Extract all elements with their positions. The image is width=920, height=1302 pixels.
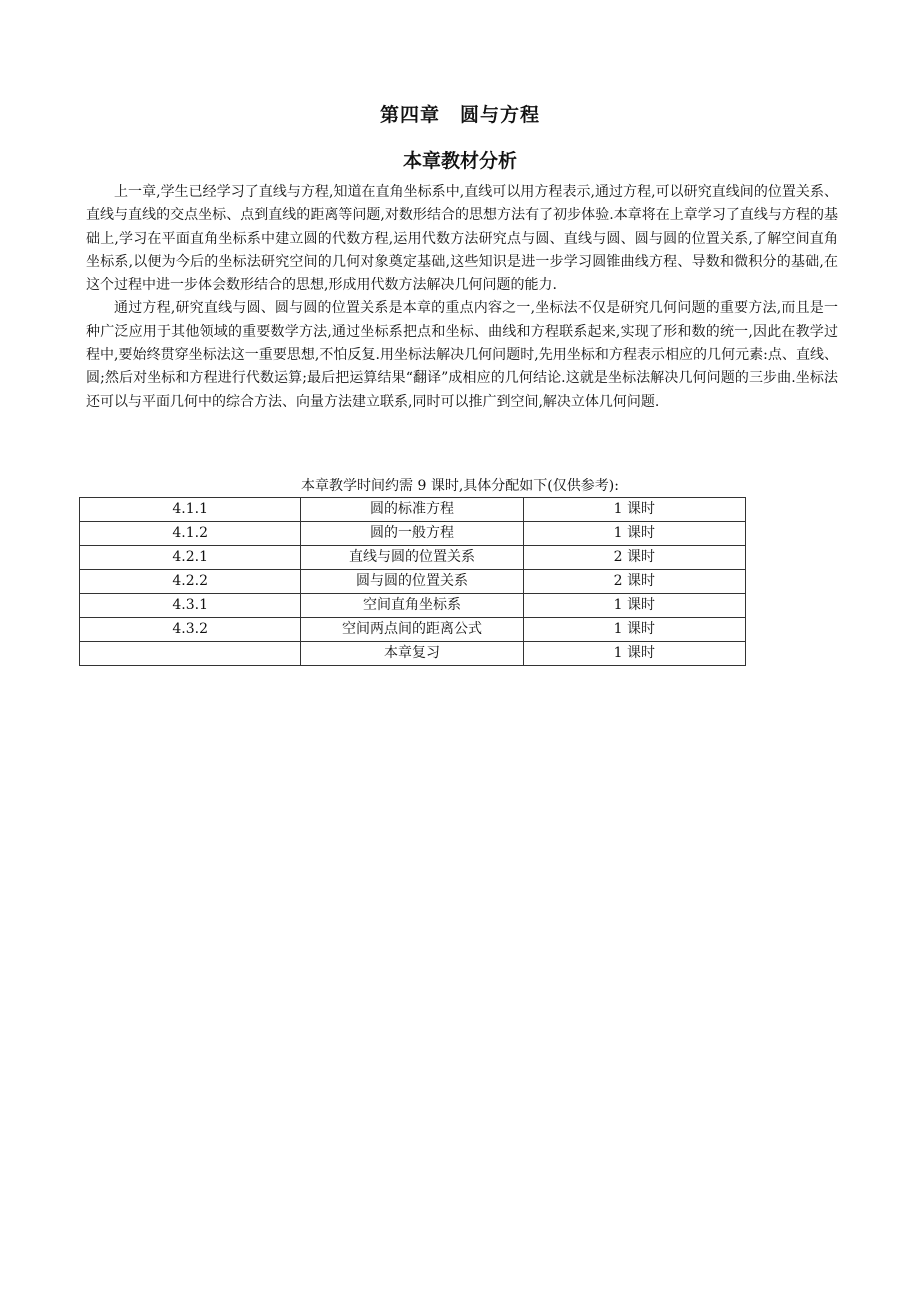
hours-cell: 1 课时 [523, 618, 745, 642]
topic-cell: 直线与圆的位置关系 [301, 546, 523, 570]
hours-cell: 1 课时 [523, 642, 745, 666]
hours-cell: 1 课时 [523, 522, 745, 546]
section-number-cell: 4.3.1 [80, 594, 301, 618]
body-text [86, 181, 838, 414]
table-caption: 本章教学时间约需 9 课时,具体分配如下(仅供参考): [301, 478, 619, 494]
table-row [80, 522, 746, 546]
table-row [80, 618, 746, 642]
topic-cell: 圆的一般方程 [301, 522, 523, 546]
section-title: 本章教材分析 [402, 150, 517, 172]
section-number-cell: 4.2.2 [80, 570, 301, 594]
hours-cell: 1 课时 [523, 498, 745, 522]
section-number-cell [80, 642, 301, 666]
table-row [80, 594, 746, 618]
section-number-cell: 4.3.2 [80, 618, 301, 642]
topic-cell: 圆与圆的位置关系 [301, 570, 523, 594]
section-number-cell: 4.2.1 [80, 546, 301, 570]
table-row [80, 642, 746, 666]
hours-cell: 2 课时 [523, 546, 745, 570]
chapter-title: 第四章 圆与方程 [379, 104, 540, 126]
paragraph-1: 上一章,学生已经学习了直线与方程,知道在直角坐标系中,直线可以用方程表示,通过方程,可以研究直线间的位置关系、直线与直线的交点坐标、点到直线的距离等问题,对数形结合的思想方法有了初步体验.本章将在上章学习了直线与方程的基础上,学习在平面直角坐标系中建立圆的代数方程,运用代数方法研究点与圆、直线与圆、圆与圆的位置关系,了解空间直角坐标系,以便为今后的坐标法研究空间的几何对象奠定基础,这些知识是进一步学习圆锥曲线方程、导数和微积分的基础,在这个过程中进一步体会数形结合的思想,形成用代数方法解决几何问题的能力. [86, 184, 838, 294]
section-number-cell: 4.1.2 [80, 522, 301, 546]
paragraph-2: 通过方程,研究直线与圆、圆与圆的位置关系是本章的重点内容之一,坐标法不仅是研究几何问题的重要方法,而且是一种广泛应用于其他领域的重要数学方法,通过坐标系把点和坐标、曲线和方程联系起来,实现了形和数的统一,因此在教学过程中,要始终贯穿坐标法这一重要思想,不怕反复.用坐标法解决几何问题时,先用坐标和方程表示相应的几何元素:点、直线、圆;然后对坐标和方程进行代数运算;最后把运算结果“翻译”成相应的几何结论.这就是坐标法解决几何问题的三步曲.坐标法还可以与平面几何中的综合方法、向量方法建立联系,同时可以推广到空间,解决立体几何问题. [86, 300, 838, 410]
topic-cell: 空间两点间的距离公式 [301, 618, 523, 642]
section-number-cell: 4.1.1 [80, 498, 301, 522]
table-row [80, 546, 746, 570]
topic-cell: 圆的标准方程 [301, 498, 523, 522]
table-row [80, 498, 746, 522]
table-row [80, 570, 746, 594]
topic-cell: 空间直角坐标系 [301, 594, 523, 618]
hours-cell: 1 课时 [523, 594, 745, 618]
topic-cell: 本章复习 [301, 642, 523, 666]
schedule-table [79, 497, 746, 666]
hours-cell: 2 课时 [523, 570, 745, 594]
